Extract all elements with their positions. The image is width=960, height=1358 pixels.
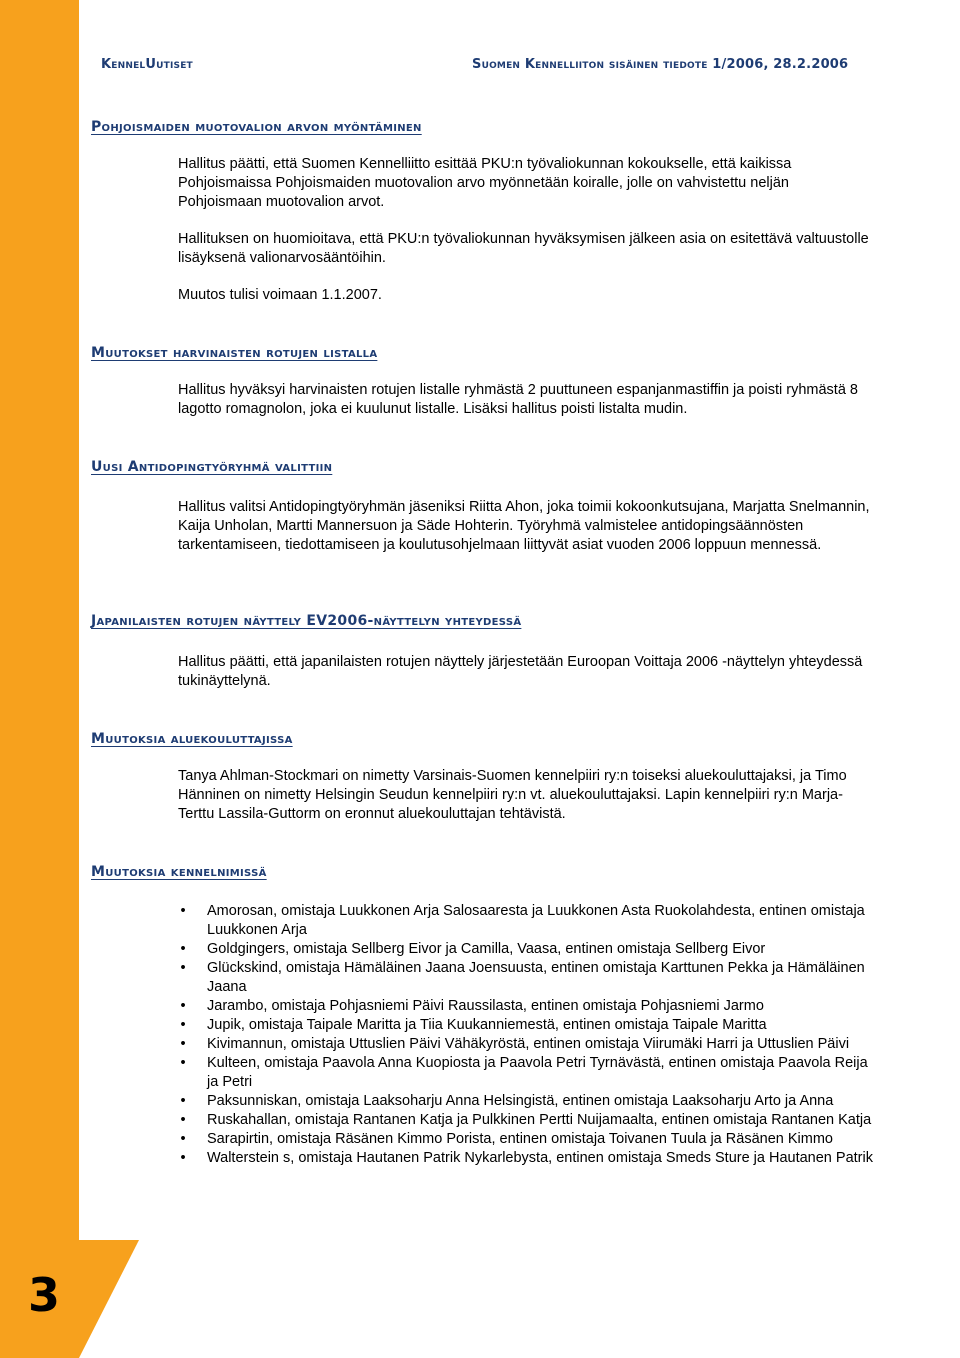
header-publication-name: KennelUutiset [101,57,193,72]
paragraph: Tanya Ahlman-Stockmari on nimetty Varsinais-Suomen kennelpiiri ry:n toiseksi aluekouluttajaksi, ja Timo Hänninen on nimetty Helsingin Seudun kennelpiiri ry:n vt. aluekouluttajaksi. Lapin kennelpiiri ry:n Marja-Terttu Lassila-Guttorm on eronnut aluekouluttajan tehtävistä. [178,768,847,822]
paragraph: Hallituksen on huomioitava, että PKU:n työvaliokunnan hyväksymisen jälkeen asia on esitettävä valtuustolle lisäyksenä valionarvosääntöihin. [178,231,869,266]
list-item [178,902,878,940]
list-item [178,1149,878,1168]
list-item-text: Glückskind, omistaja Hämäläinen Jaana Joensuusta, entinen omistaja Karttunen Pekka ja Hämäläinen Jaana [207,960,865,995]
section-heading: Muutoksia kennelnimissä [91,864,267,880]
kennel-name-list [178,902,878,1168]
section-heading: Japanilaisten rotujen näyttely EV2006-näyttelyn yhteydessä [91,613,522,629]
list-item [178,1016,878,1035]
paragraph: Hallitus valitsi Antidopingtyöryhmän jäseniksi Riitta Ahon, joka toimii kokoonkutsujana, Marjatta Snelmannin, Kaija Unholan, Martti Mannersuon ja Säde Hohterin. Työryhmä valmistelee antidopingsäännösten tarkentamiseen, tiedottamiseen ja koulutusohjelmaan liittyvät asiat vuoden 2006 loppuun mennessä. [178,499,870,553]
list-item [178,997,878,1016]
section-heading: Pohjoismaiden muotovalion arvon myöntäminen [91,119,422,135]
list-item [178,959,878,997]
bullet-icon: • [180,941,186,957]
bullet-icon: • [180,1017,186,1033]
list-item-text: Jarambo, omistaja Pohjasniemi Päivi Raussilasta, entinen omistaja Pohjasniemi Jarmo [207,998,764,1014]
orange-side-bar [0,0,79,1240]
header-issue-info: Suomen Kennelliiton sisäinen tiedote 1/2006, 28.2.2006 [472,57,849,72]
bullet-icon: • [180,903,186,919]
paragraph: Hallitus hyväksyi harvinaisten rotujen listalle ryhmästä 2 puuttuneen espanjanmastiffin ja poisti ryhmästä 8 lagotto romagnolon, joka ei kuulunut listalle. Lisäksi hallitus poisti listalta mudin. [178,382,858,417]
list-item-text: Amorosan, omistaja Luukkonen Arja Salosaaresta ja Luukkonen Asta Ruokolahdesta, entinen omistaja Luukkonen Arja [207,903,865,938]
list-item-text: Ruskahallan, omistaja Rantanen Katja ja Pulkkinen Pertti Nuijamaalta, entinen omistaja Rantanen Katja [207,1112,872,1128]
bullet-icon: • [180,1131,186,1147]
list-item [178,1054,878,1092]
orange-bar-tip [0,1240,139,1358]
bullet-icon: • [180,960,186,976]
list-item [178,1092,878,1111]
section-heading: Uusi Antidopingtyöryhmä valittiin [91,459,333,475]
paragraph: Muutos tulisi voimaan 1.1.2007. [178,287,382,303]
list-item-text: Walterstein s, omistaja Hautanen Patrik Nykarlebysta, entinen omistaja Smeds Sture ja Hautanen Patrik [207,1150,873,1166]
paragraph: Hallitus päätti, että Suomen Kennelliitto esittää PKU:n työvaliokunnan kokoukselle, että kaikissa Pohjoismaissa Pohjoismaiden muotovalion arvo myönnetään koiralle, jolle on vahvistettu neljän Pohjoismaan muotovalion arvot. [178,156,792,210]
list-item [178,1111,878,1130]
list-item-text: Kivimannun, omistaja Uttuslien Päivi Vähäkyröstä, entinen omistaja Viirumäki Harri ja Uttuslien Päivi [207,1036,850,1052]
list-item [178,1035,878,1054]
list-item-text: Goldgingers, omistaja Sellberg Eivor ja Camilla, Vaasa, entinen omistaja Sellberg Eivor [207,941,766,957]
section-heading: Muutoksia aluekouluttajissa [91,731,293,747]
bullet-icon: • [180,1112,186,1128]
list-item-text: Sarapirtin, omistaja Räsänen Kimmo Porista, entinen omistaja Toivanen Tuula ja Räsänen Kimmo [207,1131,833,1147]
bullet-icon: • [180,998,186,1014]
bullet-icon: • [180,1093,186,1109]
bullet-icon: • [180,1150,186,1166]
section-heading: Muutokset harvinaisten rotujen listalla [91,345,378,361]
list-item-text: Paksunniskan, omistaja Laaksoharju Anna Helsingistä, entinen omistaja Laaksoharju Arto ja Anna [207,1093,834,1109]
bullet-icon: • [180,1055,186,1071]
list-item [178,940,878,959]
page-number: 3 [28,1268,61,1322]
bullet-icon: • [180,1036,186,1052]
list-item-text: Jupik, omistaja Taipale Maritta ja Tiia Kuukanniemestä, entinen omistaja Taipale Maritta [207,1017,767,1033]
paragraph: Hallitus päätti, että japanilaisten rotujen näyttely järjestetään Euroopan Voittaja 2006 -näyttelyn yhteydessä tukinäyttelynä. [178,654,863,689]
list-item [178,1130,878,1149]
list-item-text: Kulteen, omistaja Paavola Anna Kuopiosta ja Paavola Petri Tyrnävästä, entinen omistaja Paavola Reija ja Petri [207,1055,868,1090]
